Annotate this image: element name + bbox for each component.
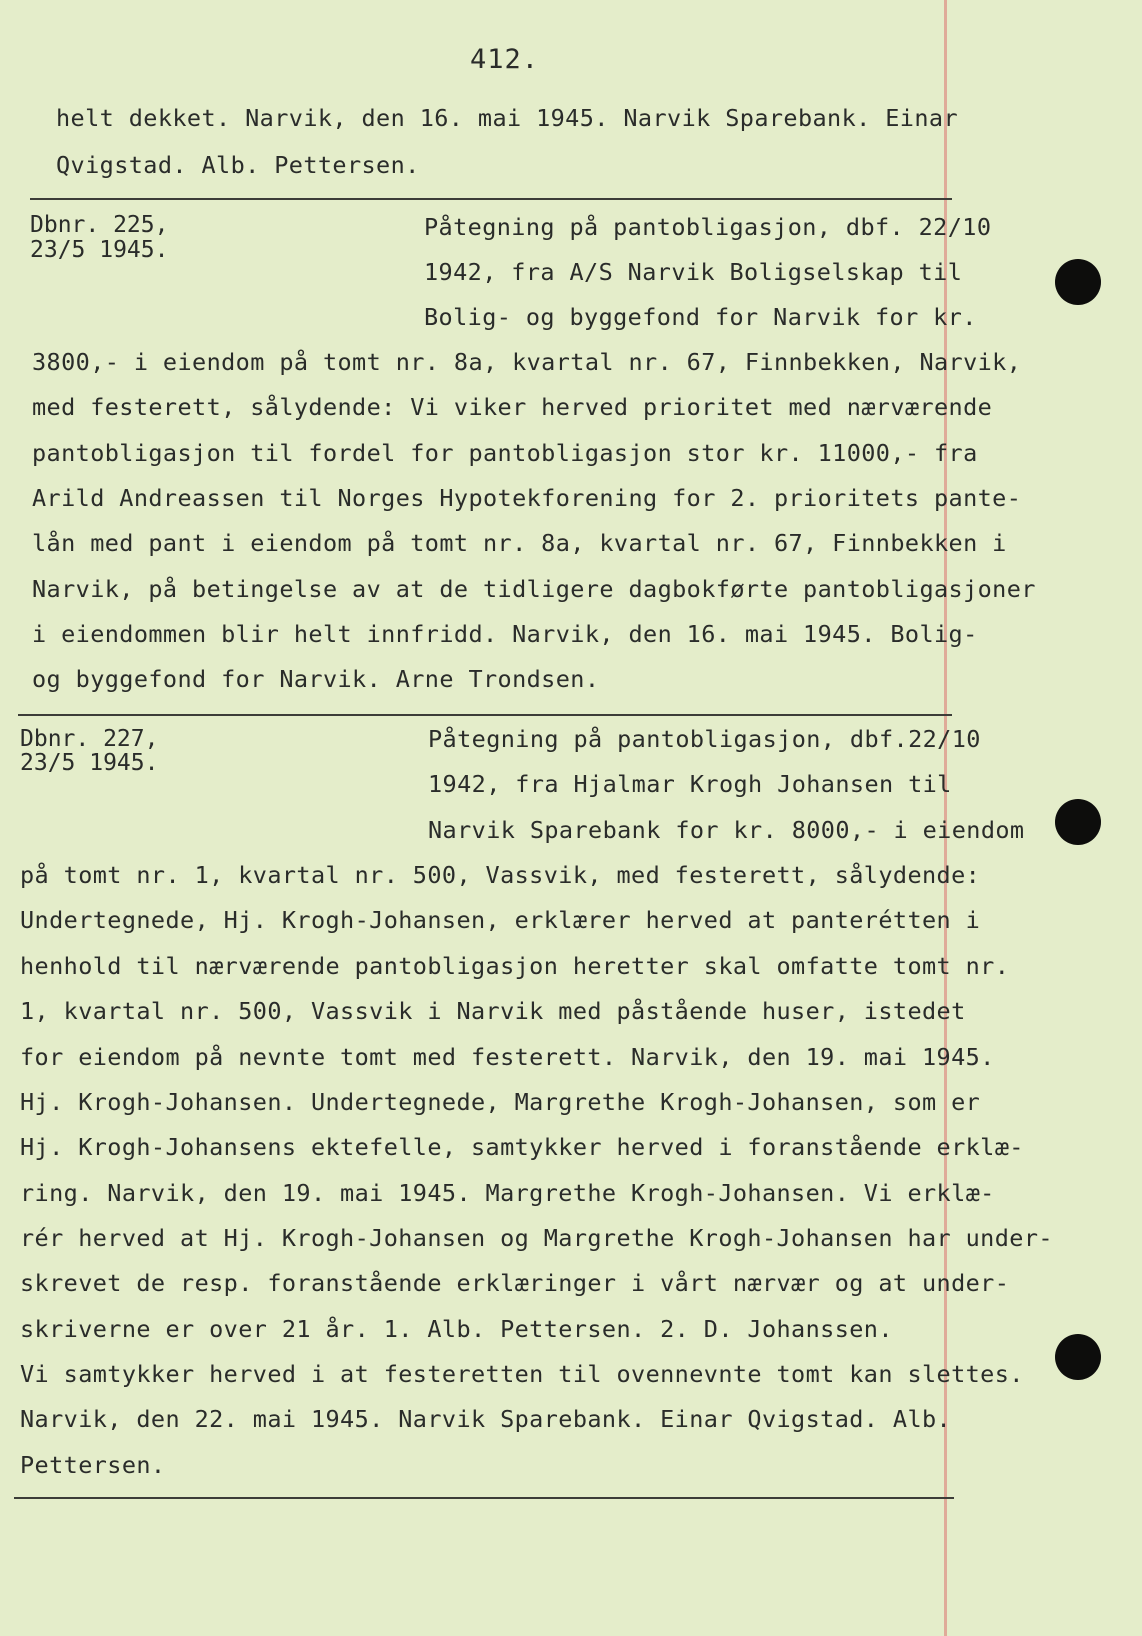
punch-hole (1055, 259, 1101, 305)
entry-line: med festerett, sålydende: Vi viker herved prioritet med nærværende (32, 393, 993, 421)
entry-line: Narvik, den 22. mai 1945. Narvik Sparebank. Einar Qvigstad. Alb. (20, 1405, 952, 1433)
entry-line: 1, kvartal nr. 500, Vassvik i Narvik med påstående huser, istedet (20, 997, 966, 1025)
entry-line: Påtegning på pantobligasjon, dbf.22/10 (428, 725, 981, 753)
entry-number: Dbnr. 227, (20, 726, 159, 752)
entry-line: på tomt nr. 1, kvartal nr. 500, Vassvik, med festerett, sålydende: (20, 861, 981, 889)
entry-line: Påtegning på pantobligasjon, dbf. 22/10 (424, 213, 992, 241)
intro-line: Qvigstad. Alb. Pettersen. (56, 151, 420, 179)
entry-line: henhold til nærværende pantobligasjon heretter skal omfatte tomt nr. (20, 952, 1010, 980)
section-divider (30, 198, 952, 200)
entry-line: Hj. Krogh-Johansen. Undertegnede, Margrethe Krogh-Johansen, som er (20, 1088, 981, 1116)
entry-line: Vi samtykker herved i at festeretten til ovennevnte tomt kan slettes. (20, 1360, 1024, 1388)
section-divider (18, 714, 952, 716)
entry-line: 1942, fra Hjalmar Krogh Johansen til (428, 770, 952, 798)
entry-line: ring. Narvik, den 19. mai 1945. Margrethe Krogh-Johansen. Vi erklæ- (20, 1179, 995, 1207)
entry-line: i eiendommen blir helt innfridd. Narvik, den 16. mai 1945. Bolig- (32, 620, 978, 648)
section-divider (14, 1497, 954, 1499)
entry-line: Narvik Sparebank for kr. 8000,- i eiendom (428, 816, 1025, 844)
entry-line: Undertegnede, Hj. Krogh-Johansen, erklærer herved at panterétten i (20, 906, 981, 934)
intro-line: helt dekket. Narvik, den 16. mai 1945. Narvik Sparebank. Einar (56, 104, 958, 132)
entry-line: lån med pant i eiendom på tomt nr. 8a, kvartal nr. 67, Finnbekken i (32, 529, 1007, 557)
entry-line: Bolig- og byggefond for Narvik for kr. (424, 303, 977, 331)
entry-line: for eiendom på nevnte tomt med festerett. Narvik, den 19. mai 1945. (20, 1043, 995, 1071)
entry-line: 1942, fra A/S Narvik Boligselskap til (424, 258, 963, 286)
entry-number: Dbnr. 225, (30, 212, 169, 238)
punch-hole (1055, 799, 1101, 845)
entry-date: 23/5 1945. (20, 750, 159, 776)
punch-hole (1055, 1334, 1101, 1380)
entry-line: Hj. Krogh-Johansens ektefelle, samtykker herved i foranstående erklæ- (20, 1133, 1024, 1161)
entry-line: Pettersen. (20, 1451, 166, 1479)
entry-line: Arild Andreassen til Norges Hypotekforening for 2. prioritets pante- (32, 484, 1022, 512)
entry-line: pantobligasjon til fordel for pantobligasjon stor kr. 11000,- fra (32, 439, 978, 467)
entry-line: 3800,- i eiendom på tomt nr. 8a, kvartal nr. 67, Finnbekken, Narvik, (32, 348, 1022, 376)
entry-line: skrevet de resp. foranstående erklæringer i vårt nærvær og at under- (20, 1269, 1010, 1297)
entry-line: og byggefond for Narvik. Arne Trondsen. (32, 665, 600, 693)
entry-line: skriverne er over 21 år. 1. Alb. Pettersen. 2. D. Johanssen. (20, 1315, 893, 1343)
page-number: 412. (470, 44, 540, 75)
entry-line: Narvik, på betingelse av at de tidligere dagbokførte pantobligasjoner (32, 575, 1036, 603)
entry-date: 23/5 1945. (30, 237, 169, 263)
entry-line: rér herved at Hj. Krogh-Johansen og Margrethe Krogh-Johansen har under- (20, 1224, 1053, 1252)
